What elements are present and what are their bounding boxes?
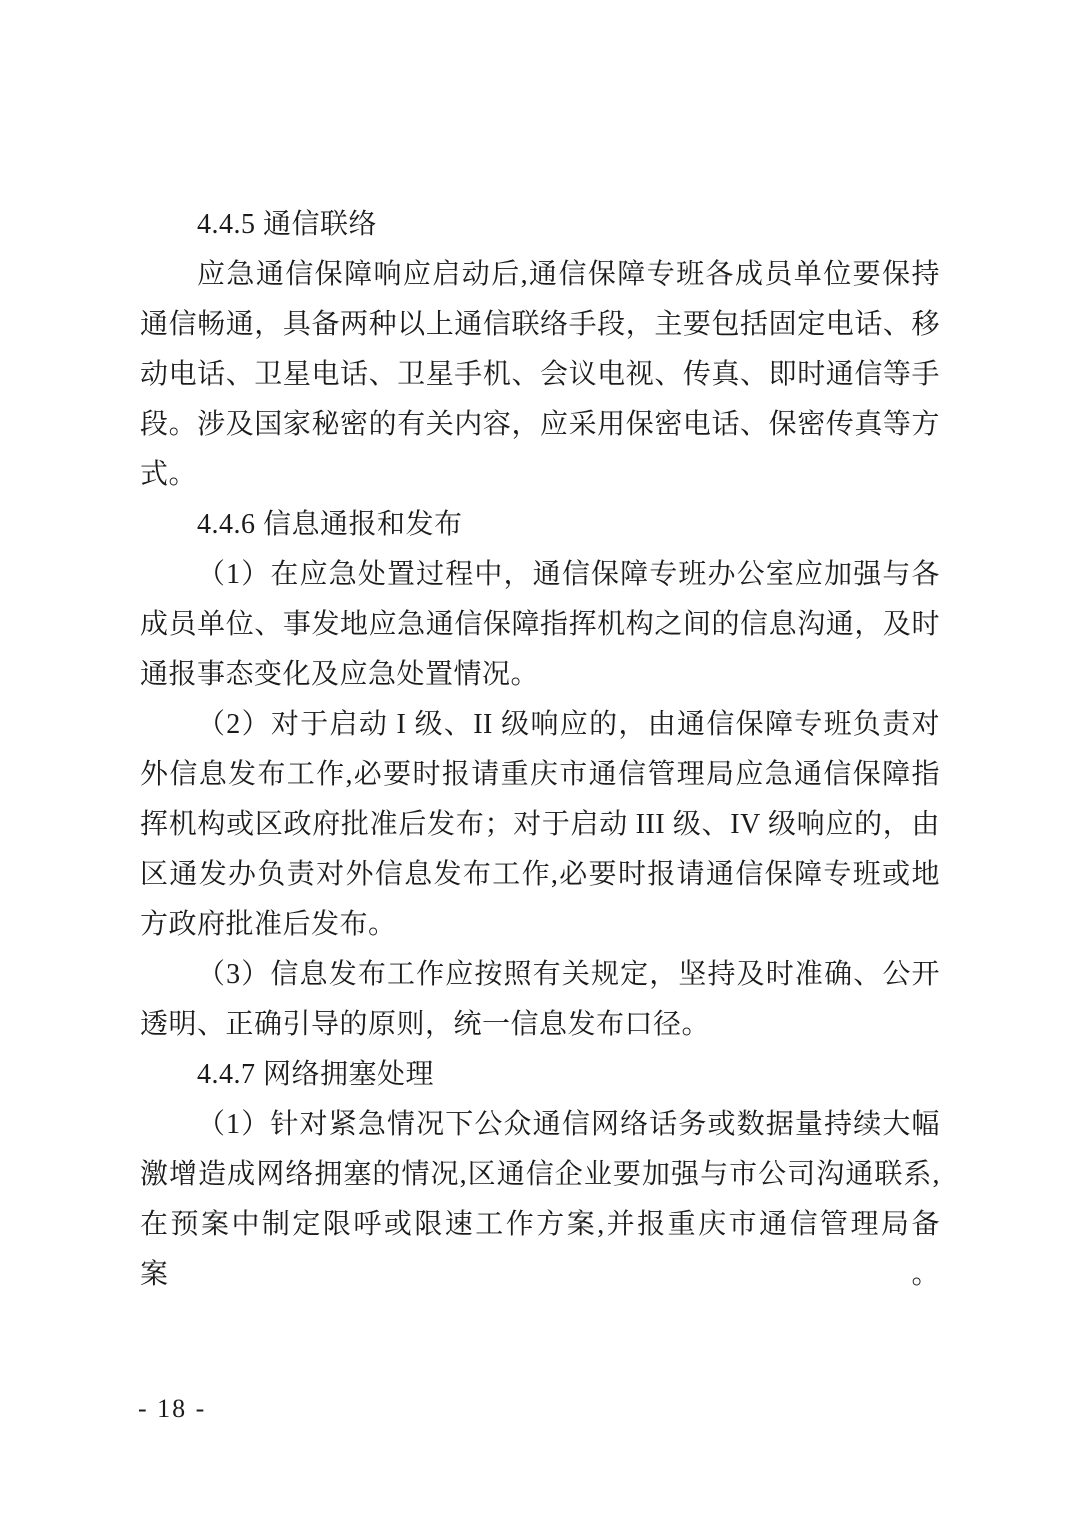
paragraph-line: 通信畅通，具备两种以上通信联络手段，主要包括固定电话、移 <box>140 309 940 340</box>
paragraph-line: 外信息发布工作,必要时报请重庆市通信管理局应急通信保障指 <box>140 759 940 790</box>
paragraph-line: 通报事态变化及应急处置情况。 <box>140 659 540 690</box>
paragraph-line: （1）在应急处置过程中，通信保障专班办公室应加强与各 <box>197 559 940 590</box>
paragraph-line: 透明、正确引导的原则，统一信息发布口径。 <box>140 1009 711 1040</box>
paragraph-line: （2）对于启动 I 级、II 级响应的，由通信保障专班负责对 <box>197 709 940 740</box>
paragraph-line: 动电话、卫星电话、卫星手机、会议电视、传真、即时通信等手 <box>140 359 940 390</box>
paragraph-line: 应急通信保障响应启动后,通信保障专班各成员单位要保持 <box>197 259 940 290</box>
page-number: - 18 - <box>138 1394 207 1423</box>
paragraph-line: 段。涉及国家秘密的有关内容，应采用保密电话、保密传真等方 <box>140 409 940 440</box>
paragraph-line: 成员单位、事发地应急通信保障指挥机构之间的信息沟通，及时 <box>140 609 940 640</box>
paragraph-line: 在预案中制定限呼或限速工作方案,并报重庆市通信管理局备案。 <box>140 1209 940 1290</box>
paragraph-line: 式。 <box>140 459 198 490</box>
paragraph-line: （1）针对紧急情况下公众通信网络话务或数据量持续大幅 <box>197 1109 940 1140</box>
section-heading-4-4-5: 4.4.5 通信联络 <box>197 209 378 240</box>
paragraph-line: 区通发办负责对外信息发布工作,必要时报请通信保障专班或地 <box>140 859 940 890</box>
section-heading-4-4-7: 4.4.7 网络拥塞处理 <box>197 1059 435 1090</box>
section-heading-4-4-6: 4.4.6 信息通报和发布 <box>197 509 463 540</box>
paragraph-line: （3）信息发布工作应按照有关规定，坚持及时准确、公开 <box>197 959 940 990</box>
paragraph-line: 激增造成网络拥塞的情况,区通信企业要加强与市公司沟通联系, <box>140 1159 940 1190</box>
paragraph-line: 挥机构或区政府批准后发布；对于启动 III 级、IV 级响应的，由 <box>140 809 940 840</box>
document-body <box>140 200 940 1290</box>
paragraph-line: 方政府批准后发布。 <box>140 909 397 940</box>
